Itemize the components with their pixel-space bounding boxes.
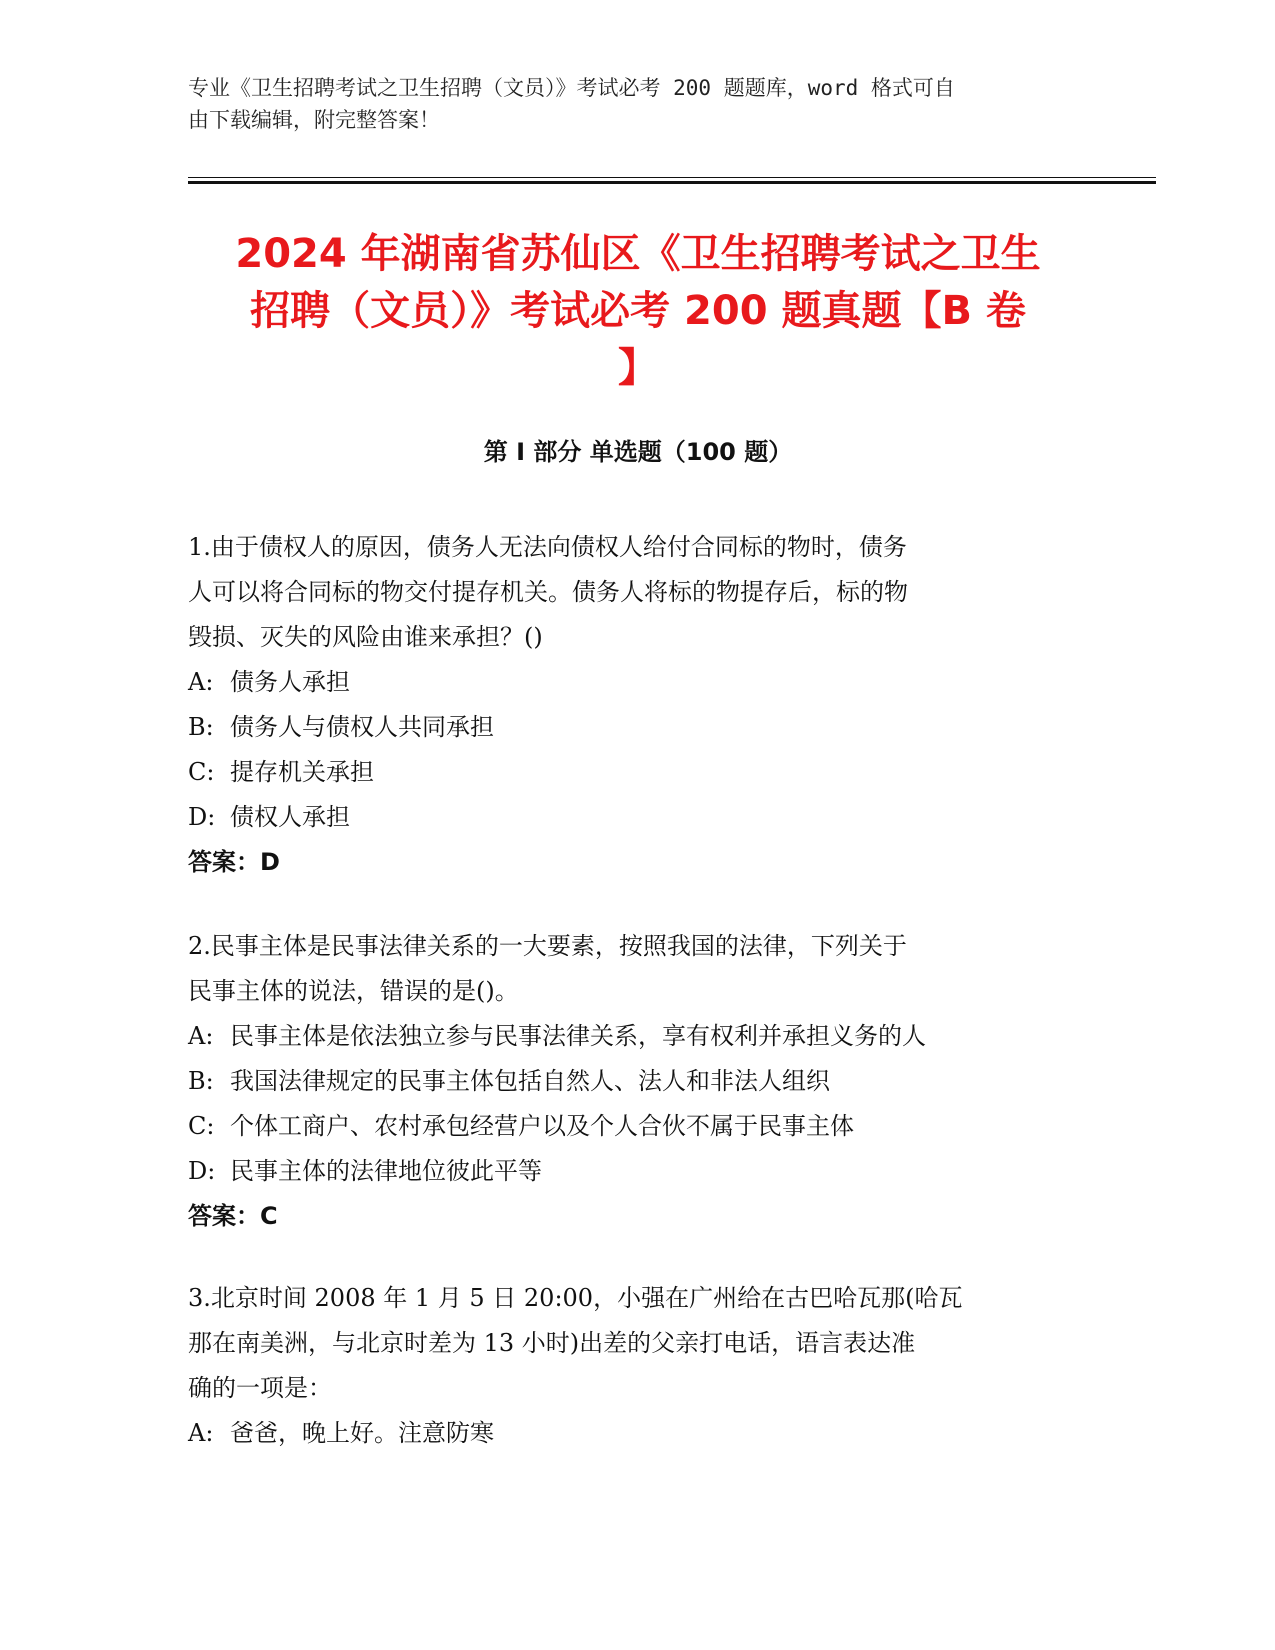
header-note-line: 专业《卫生招聘考试之卫生招聘（文员）》考试必考 200 题题库，word 格式可自 [188,76,955,100]
section-heading: 第 I 部分 单选题（100 题） [483,438,793,466]
stem-line: 1.由于债权人的原因，债务人无法向债权人给付合同标的物时，债务 [188,533,907,561]
option-text: 个体工商户、农村承包经营户以及个人合伙不属于民事主体 [230,1112,854,1140]
header-rule-thick [188,181,1156,184]
question-2 [188,924,1088,1239]
option-label: A: [188,668,214,696]
title-line: 招聘（文员）》考试必考 200 题真题【B 卷 [250,288,1026,334]
stem-line: 2.民事主体是民事法律关系的一大要素，按照我国的法律，下列关于 [188,932,907,960]
answer-line [188,840,1088,885]
answer-line [188,1194,1088,1239]
option-d [188,1149,1088,1194]
option-text: 我国法律规定的民事主体包括自然人、法人和非法人组织 [230,1067,830,1095]
option-c [188,1104,1088,1149]
option-text: 爸爸，晚上好。注意防寒 [230,1419,494,1447]
option-label: B: [188,1067,214,1095]
stem-line: 人可以将合同标的物交付提存机关。债务人将标的物提存后，标的物 [188,578,908,606]
question-stem [188,1276,1088,1411]
document-title [188,226,1088,397]
question-stem [188,525,1088,660]
option-label: C: [188,758,215,786]
option-label: C: [188,1112,215,1140]
answer-label: 答案： [188,848,260,876]
option-text: 债务人与债权人共同承担 [230,713,494,741]
option-d [188,795,1088,840]
title-line: 】 [618,345,658,391]
stem-line: 3.北京时间 2008 年 1 月 5 日 20:00，小强在广州给在古巴哈瓦那(哈瓦 [188,1284,963,1312]
option-text: 债权人承担 [230,803,350,831]
question-1 [188,525,1088,885]
stem-line: 毁损、灭失的风险由谁来承担？() [188,623,543,651]
option-a [188,660,1088,705]
header-note-line: 由下载编辑，附完整答案！ [188,108,440,132]
option-a [188,1411,1088,1456]
option-b [188,705,1088,750]
option-label: D: [188,803,216,831]
option-a [188,1014,1088,1059]
option-label: A: [188,1419,214,1447]
option-text: 债务人承担 [230,668,350,696]
option-label: D: [188,1157,216,1185]
option-label: A: [188,1022,214,1050]
option-c [188,750,1088,795]
stem-line: 民事主体的说法，错误的是()。 [188,977,519,1005]
option-b [188,1059,1088,1104]
answer-label: 答案： [188,1202,260,1230]
answer-value: C [260,1202,278,1230]
question-3 [188,1276,1088,1456]
option-text: 提存机关承担 [230,758,374,786]
header-rule-thin [188,177,1156,178]
option-label: B: [188,713,214,741]
stem-line: 那在南美洲，与北京时差为 13 小时)出差的父亲打电话，语言表达准 [188,1329,916,1357]
option-text: 民事主体是依法独立参与民事法律关系，享有权利并承担义务的人 [230,1022,926,1050]
answer-value: D [260,848,280,876]
option-text: 民事主体的法律地位彼此平等 [230,1157,542,1185]
stem-line: 确的一项是： [188,1374,332,1402]
title-line: 2024 年湖南省苏仙区《卫生招聘考试之卫生 [235,231,1041,277]
question-stem [188,924,1088,1014]
header-note [188,72,1088,136]
